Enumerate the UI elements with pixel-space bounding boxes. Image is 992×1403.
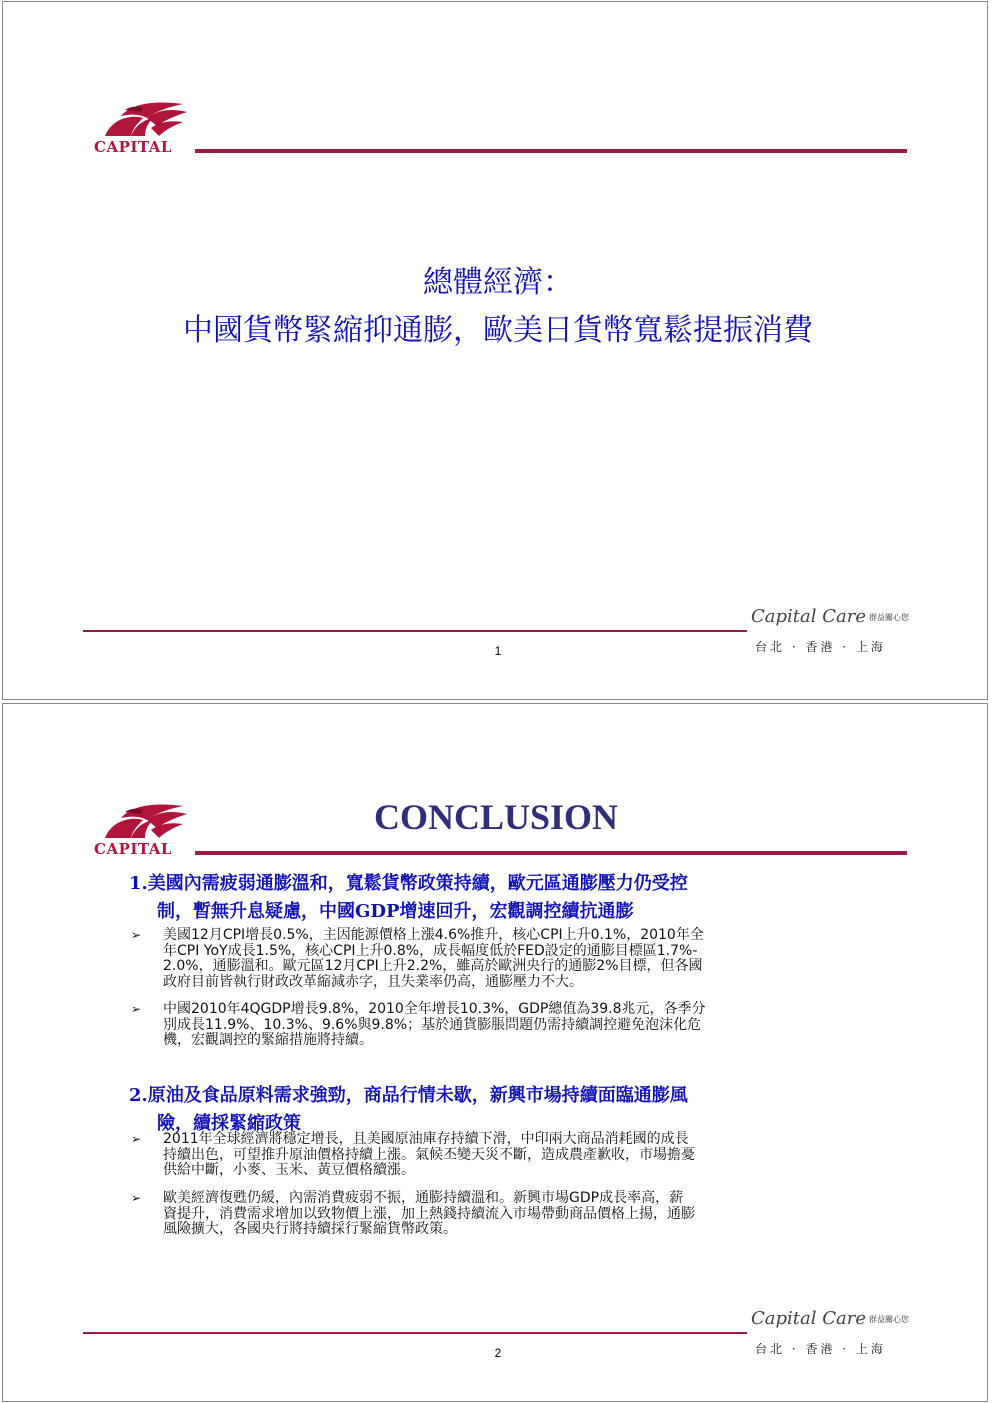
eagle-icon <box>91 800 191 844</box>
slide-1 <box>2 1 988 700</box>
bullet-line: 資提升，消費需求增加以致物價上漲，加上熱錢持續流入市場帶動商品價格上揚，通膨 <box>163 1205 695 1222</box>
bullet-line: 2011年全球經濟將穩定增長，且美國原油庫存持續下滑，中印兩大商品消耗國的成長 <box>163 1131 689 1147</box>
footer-tag: 群益關心您 <box>869 1314 909 1324</box>
bullet-line: 供給中斷，小麥、玉米、黃豆價格續漲。 <box>163 1162 415 1178</box>
capital-logo <box>91 98 191 160</box>
section-heading-1-line2: 制，暫無升息疑慮，中國GDP增速回升，宏觀調控續抗通膨 <box>157 901 634 922</box>
section-heading-1-line1: 1.美國內需疲弱通膨溫和，寬鬆貨幣政策持續，歐元區通膨壓力仍受控 <box>129 873 688 894</box>
footer-rule <box>83 630 747 632</box>
eagle-icon <box>91 98 191 142</box>
arrow-bullet-icon: ➢ <box>131 1191 142 1205</box>
bullet-line: 歐美經濟復甦仍緩，內需消費疲弱不振，通膨持續溫和。新興市場GDP成長率高，薪 <box>163 1190 684 1206</box>
bullet-line: 別成長11.9%、10.3%、9.6%與9.8%；基於通貨膨脹問題仍需持續調控避免泡沫化危 <box>163 1016 702 1033</box>
bullet-line: 持續出色，可望推升原油價格持續上漲。氣候丕變天災不斷，造成農產歉收，市場擔憂 <box>163 1146 695 1163</box>
bullet-line: 美國12月CPI增長0.5%，主因能源價格上漲4.6%推升，核心CPI上升0.1%，2010年全 <box>163 927 704 943</box>
footer-brand <box>751 606 921 627</box>
section-heading-2 <box>129 1082 859 1138</box>
bullet-line: 政府目前皆執行財政改革縮減赤字，且失業率仍高，通膨壓力不大。 <box>163 973 583 990</box>
footer-rule <box>83 1332 747 1334</box>
logo-wordmark: CAPITAL <box>94 840 172 858</box>
footer-script: Capital Care <box>751 1308 866 1329</box>
footer-tag: 群益關心您 <box>869 612 909 622</box>
header-rule <box>195 149 907 153</box>
capital-logo <box>91 800 191 862</box>
bullet-line: 2.0%，通膨溫和。歐元區12月CPI上升2.2%，雖高於歐洲央行的通膨2%目標，但各國 <box>163 958 703 974</box>
logo-wordmark: CAPITAL <box>94 138 172 156</box>
bullet-line: 年CPI YoY成長1.5%，核心CPI上升0.8%，成長幅度低於FED設定的通膨目標區1.7%- <box>163 942 698 959</box>
slide-title-line2: 中國貨幣緊縮抑通膨，歐美日貨幣寬鬆提振消費 <box>183 313 813 348</box>
footer-brand <box>751 1308 921 1329</box>
page-number: 1 <box>494 644 502 658</box>
header-rule <box>195 851 907 855</box>
arrow-bullet-icon: ➢ <box>131 1002 142 1016</box>
footer-script: Capital Care <box>751 606 866 627</box>
footer-cities: 台北 · 香港 · 上海 <box>755 1342 886 1356</box>
arrow-bullet-icon: ➢ <box>131 1132 142 1146</box>
footer-cities: 台北 · 香港 · 上海 <box>755 640 886 654</box>
bullet-line: 風險擴大，各國央行將持續採行緊縮貨幣政策。 <box>163 1221 457 1237</box>
page-number: 2 <box>494 1346 502 1360</box>
bullet-line: 機，宏觀調控的緊縮措施將持續。 <box>163 1032 373 1048</box>
bullet-line: 中國2010年4QGDP增長9.8%，2010全年增長10.3%，GDP總值為39.8兆元，各季分 <box>163 1001 706 1017</box>
arrow-bullet-icon: ➢ <box>131 928 142 942</box>
section-heading-1 <box>129 870 859 926</box>
section-heading-2-line1: 2.原油及食品原料需求強勁，商品行情未歇，新興市場持續面臨通膨風 <box>129 1085 688 1106</box>
section-heading-2-line2: 險，續採緊縮政策 <box>157 1113 301 1134</box>
slide-title-line1: 總體經濟： <box>423 265 573 300</box>
slide-2 <box>2 703 988 1402</box>
slide-title: CONCLUSION <box>373 797 619 837</box>
